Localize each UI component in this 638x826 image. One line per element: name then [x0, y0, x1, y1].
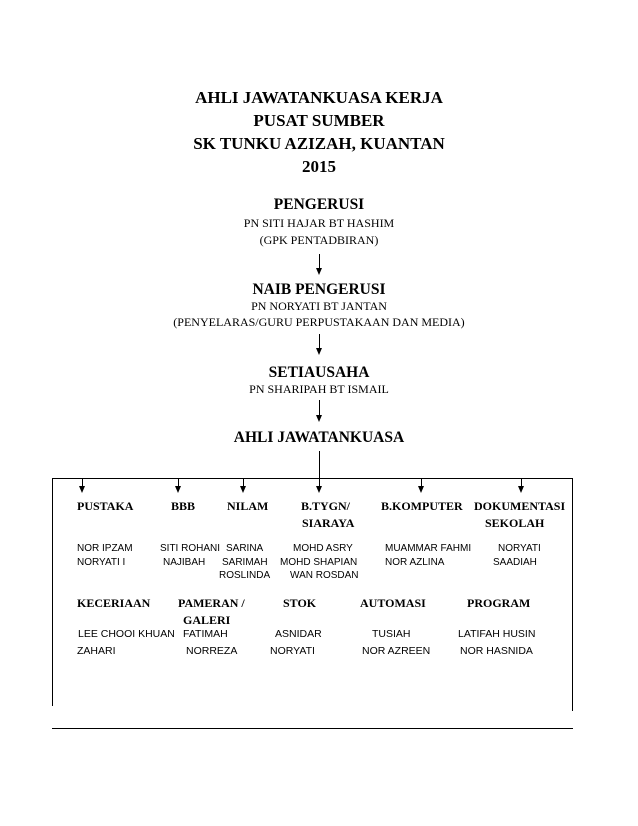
connector-line-2 [319, 334, 320, 348]
naib-pengerusi-post: (PENYELARAS/GURU PERPUSTAKAAN DAN MEDIA) [173, 315, 465, 329]
frame-left-line [52, 478, 53, 706]
member-name: MOHD SHAPIAN [280, 557, 358, 568]
unit-label-pameran-line2: GALERI [183, 613, 231, 627]
unit-label-btygn-line2: SIARAYA [302, 516, 355, 530]
member-name: FATIMAH [183, 628, 228, 640]
member-name: NORYATI [498, 543, 541, 554]
member-name: NORYATI [270, 645, 315, 657]
member-name: MOHD ASRY [293, 543, 353, 554]
member-name: SARIMAH [222, 557, 268, 568]
arrow-down-icon [418, 486, 424, 493]
arrow-down-icon [316, 486, 322, 493]
member-name: NOR IPZAM [77, 543, 133, 554]
connector-line-3 [319, 400, 320, 415]
arrow-down-icon [175, 486, 181, 493]
arrow-down-icon [79, 486, 85, 493]
unit-label-pameran: PAMERAN / [178, 596, 245, 610]
member-name: TUSIAH [372, 628, 411, 640]
member-name: NOR HASNIDA [460, 645, 533, 657]
member-name: NOR AZLINA [385, 557, 445, 568]
member-name: ASNIDAR [275, 628, 322, 640]
branch-line-bbb [178, 478, 179, 486]
member-name: MUAMMAR FAHMI [385, 543, 472, 554]
unit-label-nilam: NILAM [227, 499, 269, 513]
member-name: NORYATI I [77, 557, 126, 568]
branch-horizontal-line [52, 478, 573, 479]
member-name: WAN ROSDAN [290, 570, 359, 581]
unit-label-pustaka: PUSTAKA [77, 499, 134, 513]
unit-label-btygn: B.TYGN/ [301, 499, 351, 513]
naib-pengerusi-title: NAIB PENGERUSI [252, 281, 386, 298]
pengerusi-post: (GPK PENTADBIRAN) [259, 233, 379, 247]
member-name: NOR AZREEN [362, 645, 431, 657]
arrow-down-icon [316, 415, 322, 422]
unit-label-program: PROGRAM [467, 596, 531, 610]
trunk-line [319, 451, 320, 479]
member-name: SARINA [226, 543, 264, 554]
ahli-jawatankuasa-title: AHLI JAWATANKUASA [233, 429, 405, 446]
unit-label-bkomputer: B.KOMPUTER [381, 499, 463, 513]
arrow-down-icon [518, 486, 524, 493]
branch-line-dokumentasi [521, 478, 522, 486]
branch-line-bkomputer [421, 478, 422, 486]
unit-label-keceriaan: KECERIAAN [77, 596, 151, 610]
member-name: LEE CHOOI KHUAN [78, 628, 175, 640]
arrow-down-icon [316, 348, 322, 355]
member-name: NORREZA [186, 645, 238, 657]
branch-line-btygn [319, 478, 320, 486]
setiausaha-name: PN SHARIPAH BT ISMAIL [249, 382, 389, 396]
member-name: ZAHARI [77, 645, 116, 657]
branch-line-nilam [243, 478, 244, 486]
member-name: LATIFAH HUSIN [458, 628, 536, 640]
naib-pengerusi-name: PN NORYATI BT JANTAN [251, 299, 387, 313]
header-line-4: 2015 [302, 157, 336, 176]
member-name: ROSLINDA [219, 570, 271, 581]
unit-label-dokumentasi: DOKUMENTASI [474, 499, 566, 513]
arrow-down-icon [316, 268, 322, 275]
member-name: SITI ROHANI [160, 543, 221, 554]
header-line-2: PUSAT SUMBER [253, 111, 385, 130]
unit-label-dokumentasi-line2: SEKOLAH [485, 516, 545, 530]
frame-right-line [572, 478, 573, 711]
unit-label-bbb: BBB [171, 499, 196, 513]
header-line-3: SK TUNKU AZIZAH, KUANTAN [193, 134, 445, 153]
unit-label-stok: STOK [283, 596, 317, 610]
setiausaha-title: SETIAUSAHA [268, 364, 370, 381]
pengerusi-title: PENGERUSI [273, 196, 365, 213]
header-line-1: AHLI JAWATANKUASA KERJA [195, 88, 443, 107]
member-name: SAADIAH [493, 557, 537, 568]
connector-line-1 [319, 254, 320, 268]
unit-label-automasi: AUTOMASI [360, 596, 426, 610]
branch-line-pustaka [82, 478, 83, 486]
member-name: NAJIBAH [163, 557, 206, 568]
pengerusi-name: PN SITI HAJAR BT HASHIM [243, 216, 395, 230]
arrow-down-icon [240, 486, 246, 493]
frame-bottom-line [52, 728, 573, 729]
